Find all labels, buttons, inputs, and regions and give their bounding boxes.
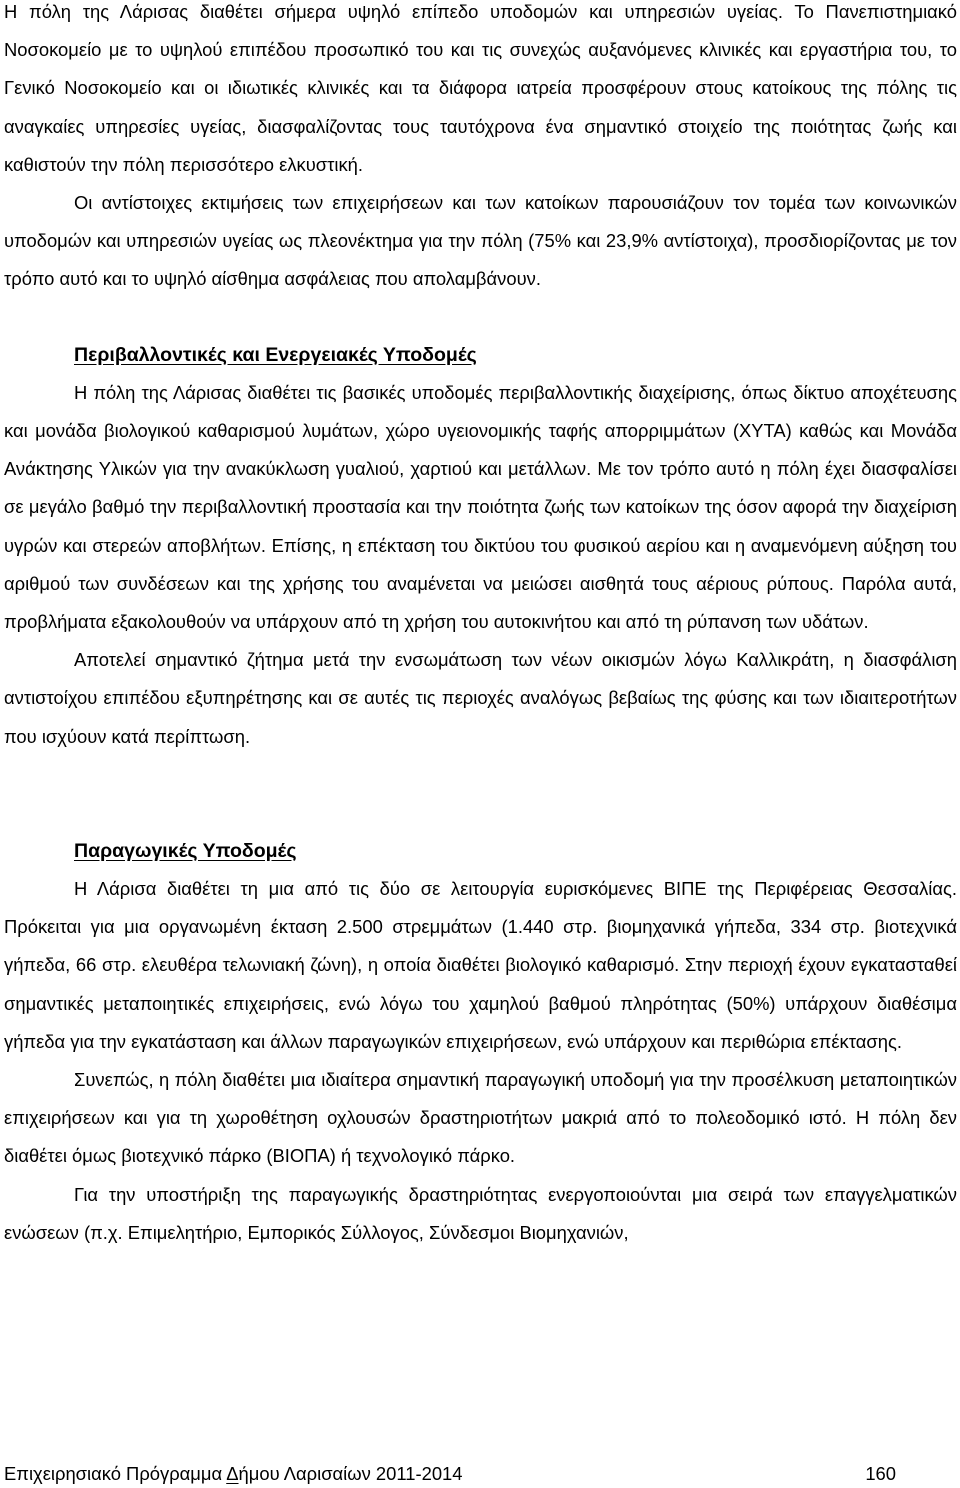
paragraph-professional-associations: Για την υποστήριξη της παραγωγικής δραστηριότητας ενεργοποιούνται μια σειρά των επαγγελματικών ενώσεων (π.χ. Επιμελητήριο, Εμπορικός Σύλλογος, Σύνδεσμοι Βιομηχανιών,: [4, 1183, 957, 1243]
page-footer: [4, 1460, 896, 1488]
page-number: 160: [865, 1463, 896, 1484]
paragraph-industrial-area: Η Λάρισα διαθέτει τη μια από τις δύο σε λειτουργία ευρισκόμενες ΒΙΠΕ της Περιφέρειας Θεσσαλίας. Πρόκειται για μια οργανωμένη έκταση 2.500 στρεμμάτων (1.440 στρ. βιομηχανικά γήπεδα, 334 στρ. βιοτεχνικά γήπεδα, 66 στρ. ελευθέρα τελωνιακή ζώνη), η οποία διαθέτει βιολογικό καθαρισμό. Στην περιοχή έχουν εγκατασταθεί σημαντικές μεταποιητικές επιχειρήσεις, ενώ λόγω του χαμηλού βαθμού πληρότητας (50%) υπάρχουν διαθέσιμα γήπεδα για την εγκατάσταση και άλλων παραγωγικών επιχειρήσεων, ενώ υπάρχουν και περιθώρια επέκτασης.: [4, 878, 957, 1052]
paragraph-health-estimates: Οι αντίστοιχες εκτιμήσεις των επιχειρήσεων και των κατοίκων παρουσιάζουν τον τομέα των κοινωνικών υποδομών και υπηρεσιών υγείας ως πλεονέκτημα για την πόλη (75% και 23,9% αντίστοιχα), προσδιορίζοντας με τον τρόπο αυτό και το υψηλό αίσθημα ασφάλειας που απολαμβάνουν.: [4, 192, 957, 290]
paragraph-kallikratis-integration: Αποτελεί σημαντικό ζήτημα μετά την ενσωμάτωση των νέων οικισμών λόγω Καλλικράτη, η διασφάλιση αντιστοίχου επιπέδου εξυπηρέτησης και σε αυτές τις περιοχές αναλόγως βεβαίως της φύσης και των ιδιαιτεροτήτων που ισχύουν κατά περίπτωση.: [4, 649, 957, 747]
heading-environmental-energy-infrastructure: Περιβαλλοντικές και Ενεργειακές Υποδομές: [74, 343, 477, 366]
paragraph-environmental-infrastructure: Η πόλη της Λάρισας διαθέτει τις βασικές υποδομές περιβαλλοντικής διαχείρισης, όπως δίκτυο αποχέτευσης και μονάδα βιολογικού καθαρισμού λυμάτων, χώρο υγειονομικής ταφής απορριμμάτων (ΧΥΤΑ) καθώς και Μονάδα Ανάκτησης Υλικών για την ανακύκλωση γυαλιού, χαρτιού και μετάλλων. Με τον τρόπο αυτό η πόλη έχει διασφαλίσει σε μεγάλο βαθμό την περιβαλλοντική προστασία και την ποιότητα ζωής των κατοίκων της όσον αφορά την διαχείριση υγρών και στερεών αποβλήτων. Επίσης, η επέκταση του δικτύου του φυσικού αερίου και η αναμενόμενη αύξηση του αριθμού των συνδέσεων και της χρήσης του αναμένεται να μειώσει αισθητά τους αέριους ρύπους. Παρόλα αυτά, προβλήματα εξακολουθούν να υπάρχουν από τη χρήση του αυτοκινήτου και από τη ρύπανση των υδάτων.: [4, 381, 957, 633]
heading-productive-infrastructure: Παραγωγικές Υποδομές: [74, 839, 297, 862]
document-page: [4, 0, 957, 1252]
footer-title-suffix: ήμου Λαρισαίων 2011-2014: [238, 1463, 463, 1484]
paragraph-health-services: Η πόλη της Λάρισας διαθέτει σήμερα υψηλό επίπεδο υποδομών και υπηρεσιών υγείας. Το Πανεπιστημιακό Νοσοκομείο με το υψηλού επιπέδου προσωπικό του και τις συνεχώς αυξανόμενες κλινικές και εργαστήρια του, το Γενικό Νοσοκομείο και οι ιδιωτικές κλινικές και τα διάφορα ιατρεία προσφέρουν στους κατοίκους της πόλης τις αναγκαίες υπηρεσίες υγείας, διασφαλίζοντας τους ταυτόχρονα ένα σημαντικό στοιχείο της ποιότητας ζωής και καθιστούν την πόλη περισσότερο ελκυστική.: [4, 1, 957, 175]
footer-title: [4, 1460, 463, 1488]
footer-title-underlined: Δ: [226, 1463, 239, 1484]
footer-title-prefix: Επιχειρησιακό Πρόγραμμα: [4, 1463, 227, 1484]
paragraph-productive-summary: Συνεπώς, η πόλη διαθέτει μια ιδιαίτερα σημαντική παραγωγική υποδομή για την προσέλκυση μεταποιητικών επιχειρήσεων και για τη χωροθέτηση οχλουσών δραστηριοτήτων μακριά από το πολεοδομικό ιστό. Η πόλη δεν διαθέτει όμως βιοτεχνικό πάρκο (ΒΙΟΠΑ) ή τεχνολογικό πάρκο.: [4, 1069, 957, 1167]
